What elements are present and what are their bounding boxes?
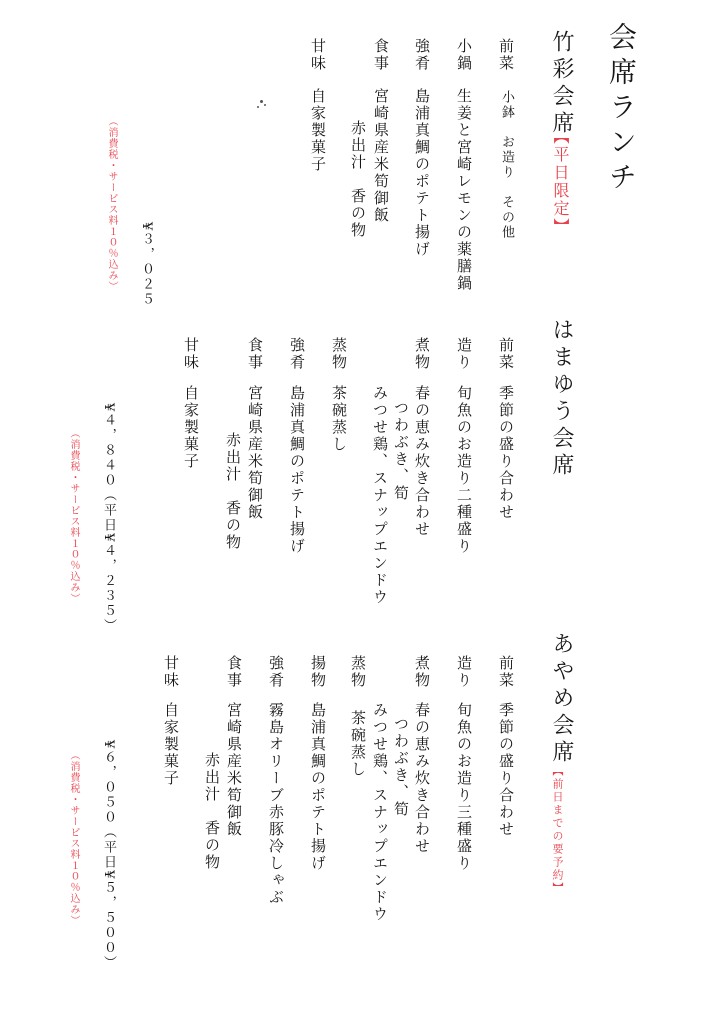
menu-category: 造り [455,337,473,371]
menu-item: 季節の盛り合わせ [497,702,515,838]
menu-item: 島浦真鯛のポテト揚げ [413,88,431,258]
menu-item: 小鉢 お造り その他 [499,90,514,240]
menu-category: 甘味 [182,337,200,371]
menu-item: 茶碗蒸し [330,385,348,453]
menu-category: 揚物 [309,655,327,689]
course-price-hamayu: ¥４，８４０（平日¥４，２３５） [101,403,116,634]
menu-category: 甘味 [162,655,180,689]
menu-item-sub: みつせ鶏、スナップエンドウ [371,702,389,923]
course-title-hamayu: はまゆう会席 [549,318,574,480]
menu-category: 強肴 [413,38,431,72]
menu-category: 食事 [225,655,243,689]
menu-category: 食事 [372,38,390,72]
menu-category: 前菜 [497,38,515,72]
menu-item: 島浦真鯛のポテト揚げ [309,702,327,872]
course-note-chikusai: （消費税・サービス料１０％込み） [106,116,117,292]
menu-item: 自家製菓子 [182,385,200,470]
course-note-ayame: （消費税・サービス料１０％込み） [68,750,79,926]
menu-item: 宮崎県産米筍御飯 [246,385,264,521]
menu-category: 強肴 [267,655,285,689]
menu-category: 甘味 [309,38,327,72]
menu-item: 季節の盛り合わせ [497,385,515,521]
course-title-chikusai: 竹彩会席 [549,30,574,138]
menu-item: 島浦真鯛のポテト揚げ [288,385,306,555]
menu-category: 造り [455,655,473,689]
course-tag-weekday-only: 【平日限定】 [551,128,570,236]
menu-item: 自家製菓子 [309,88,327,173]
menu-category: 強肴 [288,337,306,371]
menu-item: 自家製菓子 [162,702,180,787]
menu-item-sub: 赤出汁 香の物 [224,432,242,551]
course-note-hamayu: （消費税・サービス料１０％込み） [68,428,79,604]
menu-item-sub: 赤出汁 香の物 [349,120,367,239]
menu-item: 旬魚のお造り三種盛り [455,702,473,872]
menu-item-sub: 赤出汁 香の物 [203,752,221,871]
page-title: 会席ランチ [605,22,638,197]
menu-item: 旬魚のお造り二種盛り [455,385,473,555]
course-price-chikusai: ¥３，０２５ [139,222,154,308]
menu-item: 宮崎県産米筍御飯 [372,88,390,224]
menu-item: 茶碗蒸し [349,710,367,778]
menu-category: 前菜 [497,337,515,371]
course-title-ayame: あやめ会席 [549,632,574,767]
menu-item: 春の恵み炊き合わせ [413,385,431,538]
menu-item: 霧島オリーブ赤豚冷しゃぶ [267,702,285,906]
menu-item: 生姜と宮崎レモンの薬膳鍋 [455,88,473,292]
course-tag-reservation: 【前日までの要予約】 [551,765,564,895]
menu-category: 煮物 [413,337,431,371]
course-price-ayame: ¥６，０５０（平日¥５，５００） [101,740,116,971]
menu-item-sub: みつせ鶏、スナップエンドウ [371,385,389,606]
menu-category: 前菜 [497,655,515,689]
menu-item-sub: つわぶき、筍 [392,400,410,502]
menu-item-sub: つわぶき、筍 [392,716,410,818]
menu-category: 煮物 [413,655,431,689]
menu-item: 宮崎県産米筍御飯 [225,702,243,838]
menu-category: 蒸物 [349,655,367,689]
menu-category: 蒸物 [330,337,348,371]
menu-category: 小鍋 [455,38,473,72]
menu-item: 春の恵み炊き合わせ [413,702,431,855]
menu-category: 食事 [246,337,264,371]
